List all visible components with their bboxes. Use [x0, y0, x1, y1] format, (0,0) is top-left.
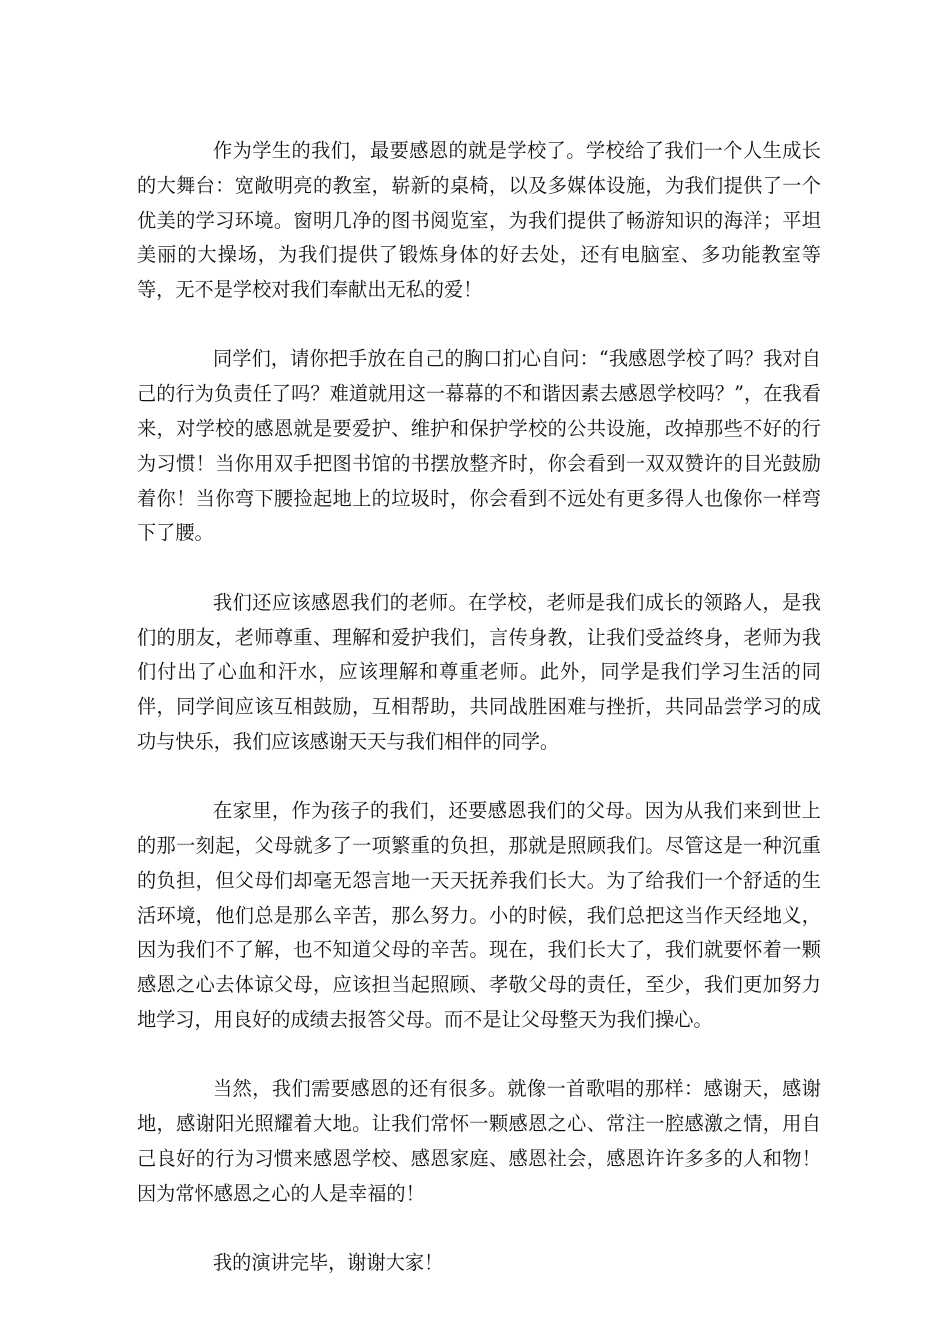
paragraph-teachers: 我们还应该感恩我们的老师。在学校，老师是我们成长的领路人，是我们的朋友，老师尊重、理解和爱护我们，言传身教，让我们受益终身，老师为我们付出了心血和汗水，应该理解和尊重老师。此外，同学是我们学习生活的同伴，同学间应该互相鼓励，互相帮助，共同战胜困难与挫折，共同品尝学习的成功与快乐，我们应该感谢天天与我们相伴的同学。 — [137, 590, 821, 753]
document-body — [137, 134, 821, 1281]
paragraph-parents: 在家里，作为孩子的我们，还要感恩我们的父母。因为从我们来到世上的那一刻起，父母就多了一项繁重的负担，那就是照顾我们。尽管这是一种沉重的负担，但父母们却毫无怨言地一天天抚养我们长大。为了给我们一个舒适的生活环境，他们总是那么辛苦，那么努力。小的时候，我们总把这当作天经地义，因为我们不了解，也不知道父母的辛苦。现在，我们长大了，我们就要怀着一颗感恩之心去体谅父母，应该担当起照顾、孝敬父母的责任，至少，我们更加努力地学习，用良好的成绩去报答父母。而不是让父母整天为我们操心。 — [137, 799, 821, 1032]
paragraph-school: 作为学生的我们，最要感恩的就是学校了。学校给了我们一个人生成长的大舞台：宽敞明亮的教室，崭新的桌椅，以及多媒体设施，为我们提供了一个优美的学习环境。窗明几净的图书阅览室，为我们提供了畅游知识的海洋；平坦美丽的大操场，为我们提供了锻炼身体的好去处，还有电脑室、多功能教室等等，无不是学校对我们奉献出无私的爱！ — [137, 139, 821, 302]
paragraph-self-reflection: 同学们，请你把手放在自己的胸口扪心自问：“我感恩学校了吗？我对自己的行为负责任了吗？难道就用这一幕幕的不和谐因素去感恩学校吗？”，在我看来，对学校的感恩就是要爱护、维护和保护学校的公共设施，改掉那些不好的行为习惯！当你用双手把图书馆的书摆放整齐时，你会看到一双双赞许的目光鼓励着你！当你弯下腰捡起地上的垃圾时，你会看到不远处有更多得人也像你一样弯下了腰。 — [137, 347, 821, 545]
paragraph-gratitude: 当然，我们需要感恩的还有很多。就像一首歌唱的那样：感谢天，感谢地，感谢阳光照耀着大地。让我们常怀一颗感恩之心、常注一腔感激之情，用自己良好的行为习惯来感恩学校、感恩家庭、感恩社会，感恩许许多多的人和物！因为常怀感恩之心的人是幸福的！ — [137, 1077, 821, 1205]
paragraph-closing: 我的演讲完毕，谢谢大家！ — [213, 1251, 444, 1275]
